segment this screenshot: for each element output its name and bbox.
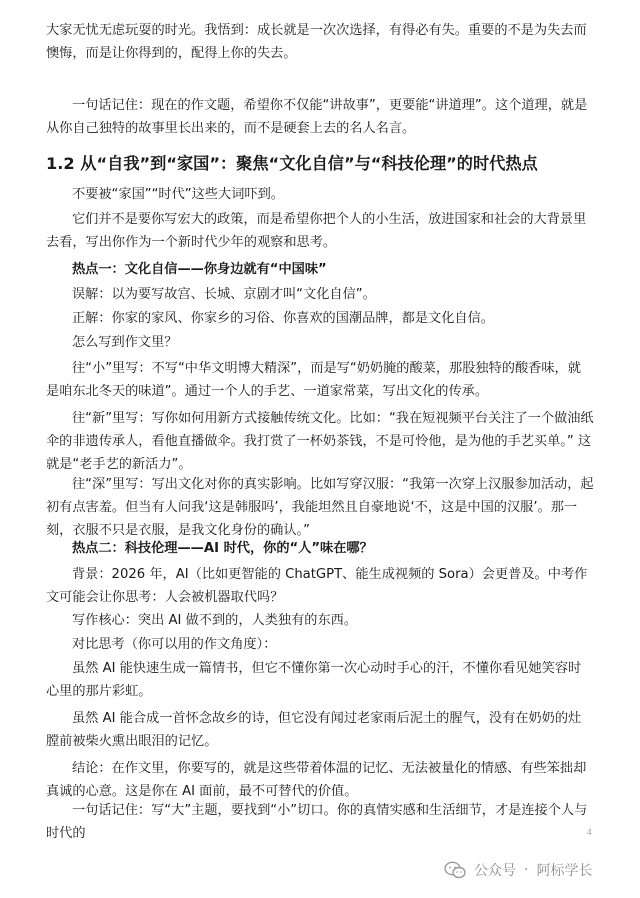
watermark-footer (444, 858, 592, 882)
hot2-contrast-2: 虽然 AI 能合成一首怀念故乡的诗，但它没有闻过老家雨后泥土的腥气，没有在奶奶的灶膛前被柴火熏出眼泪的记忆。 (46, 711, 582, 749)
footer-dot: · (524, 862, 529, 878)
paragraph-summary-1: 一句话记住：现在的作文题，希望你不仅能“讲故事”，更要能“讲道理”。这个道理，就是从你自己独特的故事里长出来的，而不是硬套上去的名人名言。 (46, 98, 588, 136)
section-heading: 1.2 从“自我”到“家国”：聚焦“文化自信”与“科技伦理”的时代热点 (46, 154, 538, 173)
hot1-small: 往“小”里写：不写“中华文明博大精深”，而是写“奶奶腌的酸菜，那股独特的酸香味，就是咱东北冬天的味道”。通过一个人的手艺、一道家常菜，写出文化的传承。 (46, 361, 581, 399)
footer-account: 阿标学长 (536, 863, 593, 879)
hot1-new: 往“新”里写：写你如何用新方式接触传统文化。比如：“我在短视频平台关注了一个做油纸伞的非遗传承人，看他直播做伞。我打赏了一杯奶茶钱，不是可怜他，是为他的手艺买单。” 这就是“老手艺的新活力”。 (46, 411, 594, 472)
hot2-core: 写作核心：突出 AI 做不到的，人类独有的东西。 (72, 613, 358, 628)
paragraph-intro-2: 它们并不是要你写宏大的政策，而是希望你把个人的小生活，放进国家和社会的大背景里去看，写出你作为一个新时代少年的观察和思考。 (46, 212, 587, 250)
page-number: 4 (587, 827, 592, 837)
hot1-how: 怎么写到作文里？ (72, 335, 178, 350)
paragraph-growth: 大家无忧无虑玩耍的时光。我悟到：成长就是一次次选择，有得必有失。重要的不是为失去而懊悔，而是让你得到的，配得上你的失去。 (46, 23, 587, 61)
hot2-contrast: 对比思考（你可以用的作文角度）： (72, 637, 277, 652)
hot2-contrast-1: 虽然 AI 能快速生成一篇情书，但它不懂你第一次心动时手心的汗，不懂你看见她笑容时心里的那片彩虹。 (46, 661, 582, 699)
footer-platform: 公众号 (474, 863, 516, 879)
hot1-mistake: 误解：以为要写故宫、长城、京剧才叫“文化自信”。 (72, 287, 376, 302)
hot1-deep: 往“深”里写：写出文化对你的真实影响。比如写穿汉服：“我第一次穿上汉服参加活动，起初有点害羞。但当有人问我‘这是韩服吗’，我能坦然且自豪地说‘不，这是中国的汉服’。那一刻，衣服不只是衣服，是我文化身份的确认。” (46, 477, 594, 538)
hot1-correct: 正解：你家的家风、你家乡的习俗、你喜欢的国潮品牌，都是文化自信。 (72, 311, 494, 326)
paragraph-intro-1: 不要被“家国”“时代”这些大词吓到。 (72, 187, 284, 202)
hot2-title: 热点二：科技伦理——AI 时代，你的“人”味在哪？ (72, 541, 373, 556)
hot2-summary: 一句话记住：写“大”主题，要找到“小”切口。你的真情实感和生活细节，才是连接个人与时代的 (46, 803, 588, 841)
hot2-background: 背景：2026 年，AI（比如更智能的 ChatGPT、能生成视频的 Sora）会更普及。中考作文可能会让你思考：人会被机器取代吗？ (46, 567, 588, 605)
wechat-icon (444, 861, 466, 879)
hot2-conclusion: 结论：在作文里，你要写的，就是这些带着体温的记忆、无法被量化的情感、有些笨拙却真诚的心意。这是你在 AI 面前，最不可替代的价值。 (46, 761, 587, 799)
hot1-title: 热点一：文化自信——你身边就有“中国味” (72, 262, 327, 277)
